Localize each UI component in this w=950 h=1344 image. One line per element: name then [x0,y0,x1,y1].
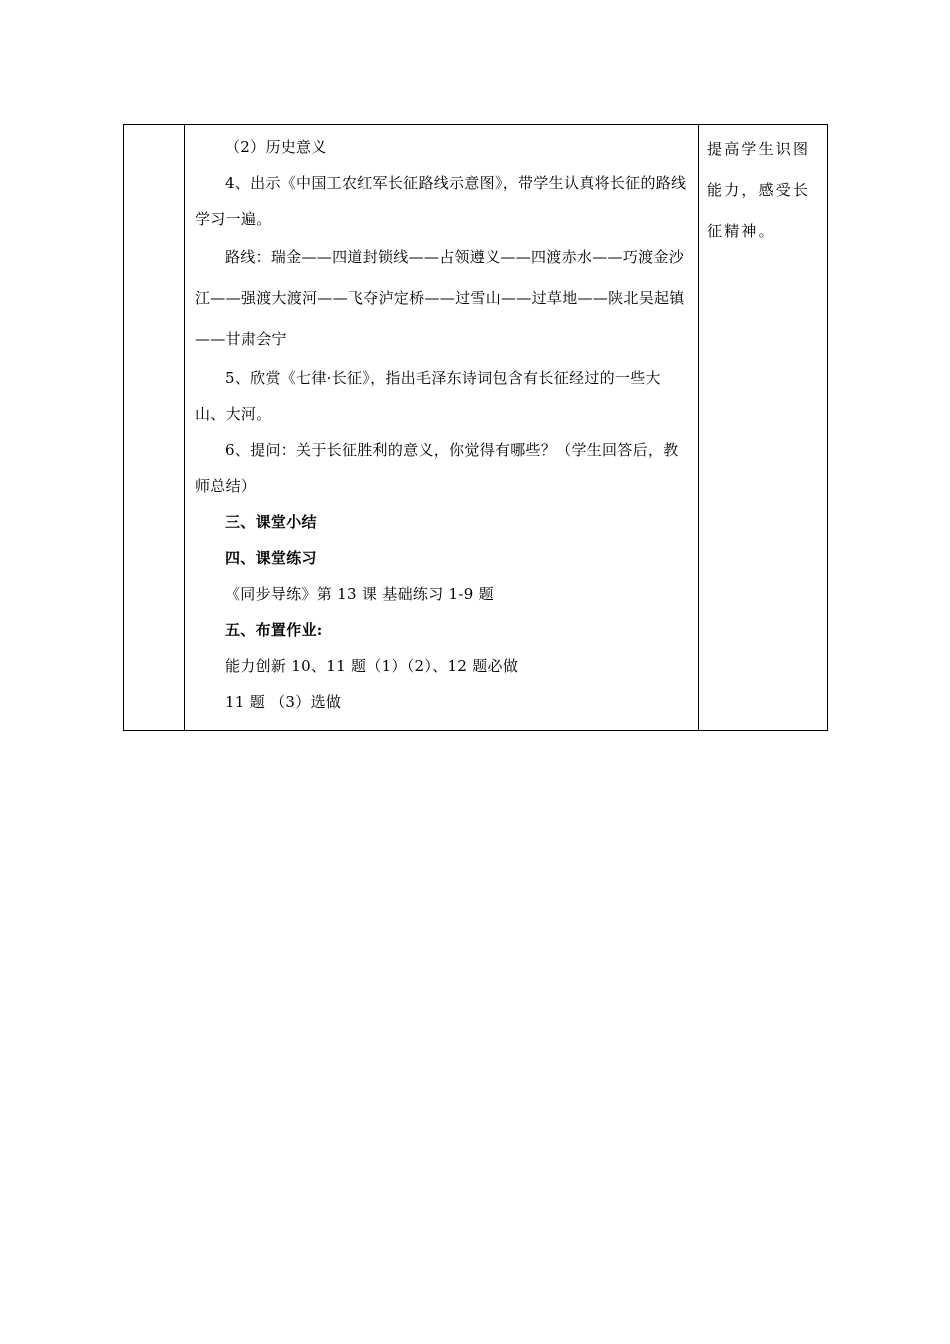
heading-class-exercise: 四、课堂练习 [225,549,317,567]
step-5-poem: 5、欣赏《七律·长征》，指出毛泽东诗词包含有长征经过的一些大山、大河。 [195,369,661,423]
homework-optional: 11 题 （3）选做 [225,693,342,711]
section-historical-significance: （2）历史意义 [225,138,327,156]
design-intent-text: 提高学生识图能力，感受长征精神。 [707,140,811,240]
lesson-plan-table [123,124,828,731]
heading-homework: 五、布置作业: [225,621,323,639]
empty-left-cell [124,125,185,731]
step-6-question: 6、提问：关于长征胜利的意义，你觉得有哪些？（学生回答后，教师总结） [195,441,679,495]
route-description: 路线：瑞金——四道封锁线——占领遵义——四渡赤水——巧渡金沙江——强渡大渡河——飞夺泸定桥——过雪山——过草地——陕北吴起镇——甘肃会宁 [195,248,685,348]
homework-required: 能力创新 10、11 题（1）（2）、12 题必做 [225,657,519,675]
exercise-reference: 《同步导练》第 13 课 基础练习 1-9 题 [225,585,494,603]
table-row [124,125,828,731]
design-intent-cell [699,125,828,731]
heading-class-summary: 三、课堂小结 [225,513,317,531]
teaching-process-cell [185,125,699,731]
step-4-route-map: 4、出示《中国工农红军长征路线示意图》，带学生认真将长征的路线学习一遍。 [195,174,687,228]
